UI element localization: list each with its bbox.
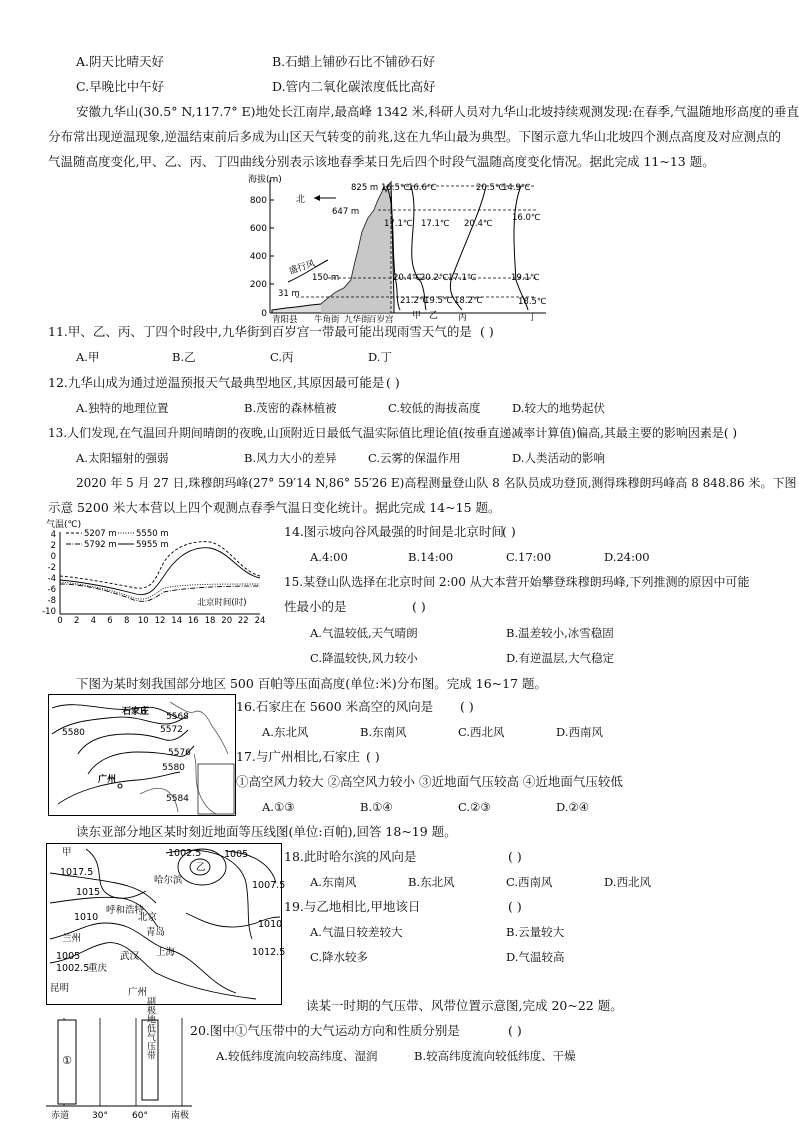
q14-c: C.17:00 [506,550,552,564]
svg-text:0: 0 [261,309,267,319]
intro-jiuhua-line3: 气温随高度变化,甲、乙、丙、丁四曲线分别表示该地春季某日先后四个时段气温随高度变化情况。据此完成 11~13 题。 [48,154,715,169]
q18-paren: ( ) [508,849,522,864]
svg-text:哈尔滨: 哈尔滨 [154,875,183,886]
q15-paren: ( ) [412,599,426,614]
svg-text:1002.5: 1002.5 [168,848,202,859]
svg-text:昆明: 昆明 [50,983,70,994]
svg-text:17.1℃: 17.1℃ [421,219,450,229]
q16-stem: 16.石家庄在 5600 米高空的风向是 [236,699,434,714]
svg-text:5580: 5580 [62,728,85,738]
intro-everest-line1: 2020 年 5 月 27 日,珠穆朗玛峰(27° 59′14 N,86° 55′26 E)高程测量登山队 8 名队员成功登顶,测得珠穆朗玛峰高 8 848.86 米。下图 [76,476,797,490]
svg-text:5580: 5580 [162,763,185,773]
q17-stem: 17.与广州相比,石家庄 [236,749,360,764]
q15-c: C.降温较快,风力较小 [310,651,418,665]
q15-stem-line2: 性最小的是 [284,599,347,614]
svg-text:6: 6 [107,616,113,626]
svg-text:九华街: 九华街 [344,315,370,325]
q20-stem: 20.图中①气压带中的大气运动方向和性质分别是 [190,1023,460,1038]
curve-yi [411,186,426,310]
svg-text:5792 m: 5792 m [84,540,117,550]
svg-text:24: 24 [254,616,266,626]
svg-text:广州: 广州 [128,987,148,998]
intro-jiuhua-line2: 分布常出现逆温现象,逆温结束前后多成为山区天气转变的前兆,这在九华山最为典型。下图示意九华山北坡四个测点高度及对应测点的 [48,129,781,144]
q18-a: A.东南风 [310,875,357,889]
svg-text:牛角街: 牛角街 [314,315,340,325]
svg-text:19.5℃: 19.5℃ [424,296,453,306]
q13-a: A.太阳辐射的强弱 [76,451,169,465]
svg-text:5568: 5568 [166,712,189,722]
q13-c: C.云雾的保温作用 [368,451,461,465]
q19-b: B.云量较大 [506,925,565,939]
intro-isobar: 读东亚部分地区某时刻近地面等压线图(单位:百帕),回答 18~19 题。 [76,824,457,839]
q18-c: C.西南风 [506,875,553,889]
curve-bing [450,186,486,310]
svg-text:1010: 1010 [74,912,99,923]
svg-text:5584: 5584 [166,794,189,804]
svg-text:甲: 甲 [62,847,72,858]
svg-text:5207 m: 5207 m [84,529,117,539]
q15-stem-line1: 15.某登山队选择在北京时间 2:00 从大本营开始攀登珠穆朗玛峰,下列推测的原因中可能 [284,575,750,589]
svg-text:百岁宫: 百岁宫 [368,315,394,325]
q16-d: D.西南风 [556,725,603,739]
q19-c: C.降水较多 [310,950,369,964]
q14-a: A.4:00 [310,550,348,564]
svg-text:兰州: 兰州 [62,933,82,944]
svg-text:16.0℃: 16.0℃ [512,213,541,223]
svg-text:青岛: 青岛 [146,927,166,938]
q11-paren: ( ) [480,324,494,339]
svg-text:5955 m: 5955 m [136,540,169,550]
svg-text:60°: 60° [132,1111,148,1121]
svg-text:17.1℃: 17.1℃ [384,219,413,229]
svg-text:600: 600 [249,224,267,234]
svg-text:重庆: 重庆 [88,963,108,974]
svg-text:1010: 1010 [258,919,283,930]
east-asia-isobar-map [46,843,286,1005]
svg-text:18: 18 [204,616,216,626]
intro-belts: 读某一时期的气压带、风带位置示意图,完成 20~22 题。 [306,998,623,1013]
svg-text:1005: 1005 [224,849,249,860]
svg-text:赤道: 赤道 [50,1111,70,1121]
q20-b: B.较高纬度流向较低纬度、干燥 [414,1049,576,1063]
svg-text:乙: 乙 [196,862,206,873]
y-axis-label: 海拔(m) [248,175,282,185]
q19-a: A.气温日较差较大 [310,925,403,939]
svg-text:200: 200 [249,280,267,290]
svg-text:22: 22 [237,616,249,626]
q17-d: D.②④ [556,800,590,814]
intro-500hpa: 下图为某时刻我国部分地区 500 百帕等压面高度(单位:米)分布图。完成 16~17 题。 [76,676,548,691]
svg-text:30°: 30° [92,1111,108,1121]
svg-text:150 m: 150 m [312,273,340,283]
svg-text:16.5℃: 16.5℃ [381,183,410,193]
q16-paren: ( ) [460,699,474,714]
q13-d: D.人类活动的影响 [512,451,605,465]
option-a: A.阴天比晴天好 [76,54,165,69]
q17-paren: ( ) [366,749,380,764]
q15-a: A.气温较低,天气晴朗 [310,626,418,640]
svg-text:14.9℃: 14.9℃ [502,183,531,193]
q17-b: B.①④ [360,800,393,814]
svg-text:647 m: 647 m [332,207,360,217]
svg-text:19.1℃: 19.1℃ [511,273,540,283]
intro-jiuhua-line1: 安徽九华山(30.5° N,117.7° E)地处长江南岸,最高峰 1342 米,科研人员对九华山北坡持续观测发现:在春季,气温随地形高度的垂直 [76,104,799,119]
q12-a: A.独特的地理位置 [76,401,169,415]
jiuhua-temperature-profile-figure [236,170,556,325]
svg-text:5576: 5576 [168,748,191,758]
everest-temperature-chart [44,518,270,624]
svg-text:0: 0 [57,616,63,626]
q14-d: D.24:00 [604,550,650,564]
q16-c: C.西北风 [458,725,505,739]
svg-text:1002.5: 1002.5 [56,963,90,974]
svg-text:5550 m: 5550 m [136,529,169,539]
svg-text:-2: -2 [47,563,56,573]
option-b: B.石蜡上铺砂石比不铺砂石好 [272,54,436,69]
svg-text:石家庄: 石家庄 [122,707,150,717]
svg-text:1005: 1005 [56,951,81,962]
svg-text:10: 10 [137,616,149,626]
svg-text:南极: 南极 [170,1111,190,1121]
svg-text:-8: -8 [47,596,56,606]
q14-stem: 14.图示坡向谷风最强的时间是北京时间 [284,524,504,539]
q17-statements: ①高空风力较大 ②高空风力较小 ③近地面气压较高 ④近地面气压较低 [236,774,623,789]
svg-text:5572: 5572 [160,725,183,735]
svg-text:1007.5: 1007.5 [252,880,286,891]
option-c: C.早晚比中午好 [76,79,165,94]
svg-text:16: 16 [187,616,199,626]
svg-text:20: 20 [221,616,233,626]
q19-paren: ( ) [508,899,522,914]
svg-text:1017.5: 1017.5 [60,867,94,878]
q11-d: D.丁 [368,350,392,364]
svg-text:甲: 甲 [412,311,422,321]
svg-text:2: 2 [50,541,56,551]
svg-text:14: 14 [171,616,183,626]
prevailing-wind-label: 盛行风 [287,258,317,277]
q12-b: B.茂密的森林植被 [244,401,337,415]
svg-text:1012.5: 1012.5 [252,947,286,958]
svg-text:18.5℃: 18.5℃ [518,297,547,307]
q16-b: B.东南风 [360,725,407,739]
q17-a: A.①③ [262,800,295,814]
svg-text:丙: 丙 [458,313,468,323]
svg-text:825 m: 825 m [351,183,379,193]
subpolar-low-label: 副极地低气压带 [145,996,155,1060]
q18-stem: 18.此时哈尔滨的风向是 [284,849,417,864]
q19-d: D.气温较高 [506,950,565,964]
q11-a: A.甲 [76,350,100,364]
north-label: 北 [296,195,306,205]
svg-text:20.2℃: 20.2℃ [420,273,449,283]
svg-text:17.1℃: 17.1℃ [448,273,477,283]
q11-c: C.丙 [270,350,294,364]
q12-d: D.较大的地势起伏 [512,401,605,415]
pressure-belt-diagram [44,996,194,1122]
option-d: D.管内二氧化碳浓度低比高好 [272,79,436,94]
q17-c: C.②③ [458,800,491,814]
svg-text:16.6℃: 16.6℃ [408,183,437,193]
svg-text:21.2℃: 21.2℃ [400,296,429,306]
svg-text:12: 12 [154,616,166,626]
belt-marker-1: ① [62,1054,72,1067]
svg-text:4: 4 [90,616,97,626]
svg-text:800: 800 [249,196,267,206]
svg-text:北京: 北京 [138,912,158,923]
q20-a: A.较低纬度流向较高纬度、湿润 [216,1049,378,1063]
svg-text:广州: 广州 [98,775,117,785]
svg-text:20.5℃: 20.5℃ [476,183,505,193]
q14-paren: ( ) [502,524,516,539]
q15-b: B.温差较小,冰雪稳固 [506,626,614,640]
svg-text:气温(℃): 气温(℃) [46,520,82,530]
svg-text:乙: 乙 [429,311,439,321]
curve-ding [514,186,528,310]
svg-text:呼和浩特: 呼和浩特 [106,905,145,916]
svg-text:18.2℃: 18.2℃ [454,296,483,306]
svg-text:1015: 1015 [76,887,101,898]
intro-everest-line2: 示意 5200 米大本营以上四个观测点春季气温日变化统计。据此完成 14~15 题。 [48,500,501,515]
svg-text:武汉: 武汉 [120,951,140,962]
svg-text:4: 4 [50,530,56,540]
svg-text:-6: -6 [47,585,56,595]
q12-c: C.较低的海拔高度 [388,401,481,415]
svg-text:20.4℃: 20.4℃ [464,219,493,229]
q18-b: B.东北风 [408,875,455,889]
svg-text:0: 0 [50,552,56,562]
q13-b: B.风力大小的差异 [244,451,337,465]
q13-stem: 13.人们发现,在气温回升期间晴朗的夜晚,山顶附近日最低气温实际值比理论值(按垂直递减率计算值)偏高,其最主要的影响因素是( ) [48,426,738,440]
q12-paren: ( ) [386,375,400,390]
500hpa-height-map [48,694,236,816]
svg-text:31 m: 31 m [278,289,300,299]
q15-d: D.有逆温层,大气稳定 [506,651,615,665]
svg-text:丁: 丁 [528,313,538,323]
svg-text:北京时间(时): 北京时间(时) [197,598,247,608]
svg-text:-10: -10 [42,607,56,617]
q11-stem: 11.甲、乙、丙、丁四个时段中,九华街到百岁宫一带最可能出现雨雪天气的是 [48,324,472,339]
q12-stem: 12.九华山成为通过逆温预报天气最典型地区,其原因最可能是 [48,375,385,390]
q20-paren: ( ) [508,1023,522,1038]
svg-text:400: 400 [249,252,267,262]
svg-text:上海: 上海 [156,947,176,958]
svg-text:青阳县: 青阳县 [272,315,298,325]
svg-text:20.4℃: 20.4℃ [393,273,422,283]
svg-text:-4: -4 [47,574,56,584]
q19-stem: 19.与乙地相比,甲地该日 [284,899,421,914]
svg-text:8: 8 [123,616,130,626]
q11-b: B.乙 [172,350,196,364]
q16-a: A.东北风 [262,725,309,739]
svg-text:2: 2 [73,616,80,626]
q18-d: D.西北风 [604,875,651,889]
q14-b: B.14:00 [408,550,454,564]
